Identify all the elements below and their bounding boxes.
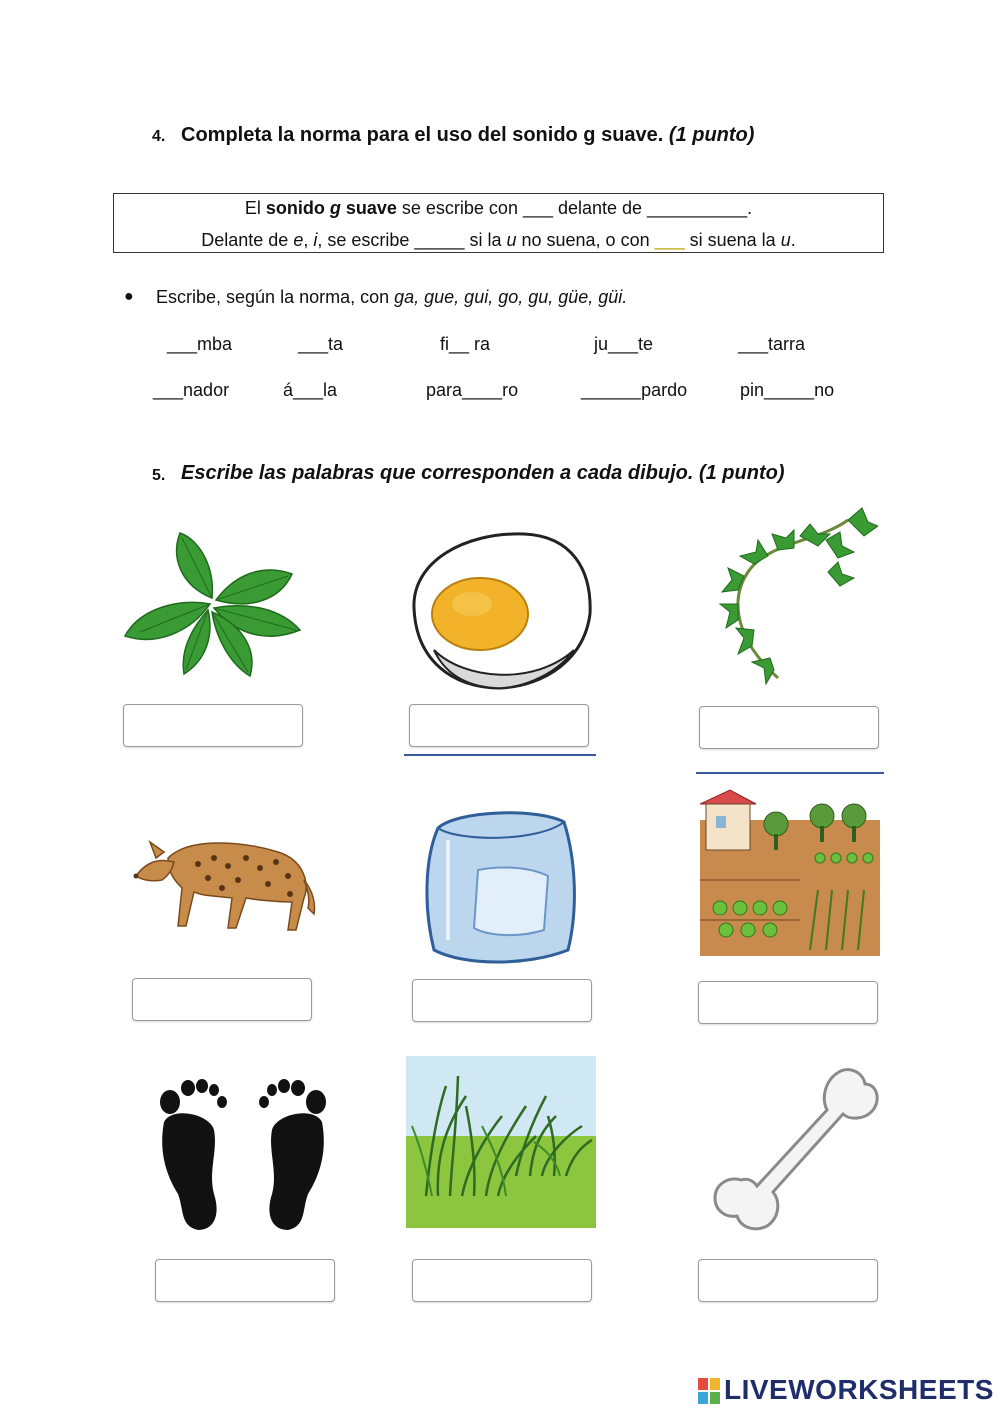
word-4[interactable]: ju___te <box>594 334 654 354</box>
hyena-image <box>128 818 318 938</box>
question-4-number: 4. <box>152 128 166 145</box>
word-7[interactable]: á___la <box>283 380 338 400</box>
rule-bold-suave: suave <box>340 198 397 218</box>
answer-box-7[interactable] <box>155 1259 335 1302</box>
boiled-egg-image <box>404 510 596 692</box>
rule2-text: , se escribe _____ si la <box>317 230 507 250</box>
footprints-image <box>150 1074 336 1234</box>
word-9[interactable]: ______pardo <box>581 380 688 400</box>
answer-box-1[interactable] <box>123 704 303 747</box>
rule-text-end: se escribe con ___ delante de __________. <box>396 198 753 218</box>
rule-box <box>113 193 884 253</box>
rule-bold: sonido <box>265 198 330 218</box>
instruction <box>156 287 627 308</box>
word-5[interactable]: ___tarra <box>738 334 806 354</box>
word-1[interactable]: ___mba <box>167 334 233 354</box>
farm-garden-image <box>700 780 880 956</box>
answer-box-8[interactable] <box>412 1259 592 1302</box>
instruction-options: ga, gue, gui, go, gu, güe, güi. <box>394 287 628 307</box>
rule2-comma: , <box>303 230 314 250</box>
divider-line <box>696 772 884 774</box>
rule2-a: Delante de <box>201 230 294 250</box>
ivy-vine-image <box>708 502 878 688</box>
word-8[interactable]: para____ro <box>426 380 519 400</box>
mint-leaves-image <box>120 528 305 680</box>
rule2-e: e <box>293 230 304 250</box>
bullet-icon: ● <box>124 288 134 305</box>
question-5-title: Escribe las palabras que corresponden a cada dibujo. (1 punto) <box>181 462 785 484</box>
rule-g: g <box>329 198 341 218</box>
instruction-text: Escribe, según la norma, con <box>156 287 395 307</box>
answer-box-4[interactable] <box>132 978 312 1021</box>
question-4-text: Completa la norma para el uso del sonido g suave. <box>181 124 664 146</box>
question-5-number: 5. <box>152 467 166 484</box>
word-10[interactable]: pin_____no <box>740 380 835 400</box>
question-4-points: (1 punto) <box>668 124 755 146</box>
rule2-text3: si suena la <box>684 230 781 250</box>
word-2[interactable]: ___ta <box>298 334 344 354</box>
rule2-u: u <box>506 230 517 250</box>
ice-cube-image <box>418 800 580 966</box>
rule-line-2 <box>114 230 883 251</box>
question-4-title <box>181 124 754 147</box>
rule2-i: i <box>313 230 318 250</box>
bone-image <box>697 1060 879 1236</box>
divider-line <box>404 754 596 756</box>
liveworksheets-logo-text[interactable]: LIVEWORKSHEETS <box>724 1374 994 1405</box>
rule2-period: . <box>790 230 796 250</box>
answer-box-5[interactable] <box>412 979 592 1022</box>
liveworksheets-logo-icon <box>698 1378 720 1404</box>
answer-box-9[interactable] <box>698 1259 878 1302</box>
answer-box-2[interactable] <box>409 704 589 747</box>
word-3[interactable]: fi__ ra <box>440 334 491 354</box>
rule-text: El <box>244 198 266 218</box>
grass-image <box>406 1056 596 1228</box>
rule-line-1 <box>114 198 883 219</box>
word-6[interactable]: ___nador <box>153 380 230 400</box>
rule2-u2: u <box>780 230 791 250</box>
rule2-text2: no suena, o con <box>516 230 655 250</box>
answer-box-3[interactable] <box>699 706 879 749</box>
rule2-blank: ___ <box>654 230 685 250</box>
answer-box-6[interactable] <box>698 981 878 1024</box>
